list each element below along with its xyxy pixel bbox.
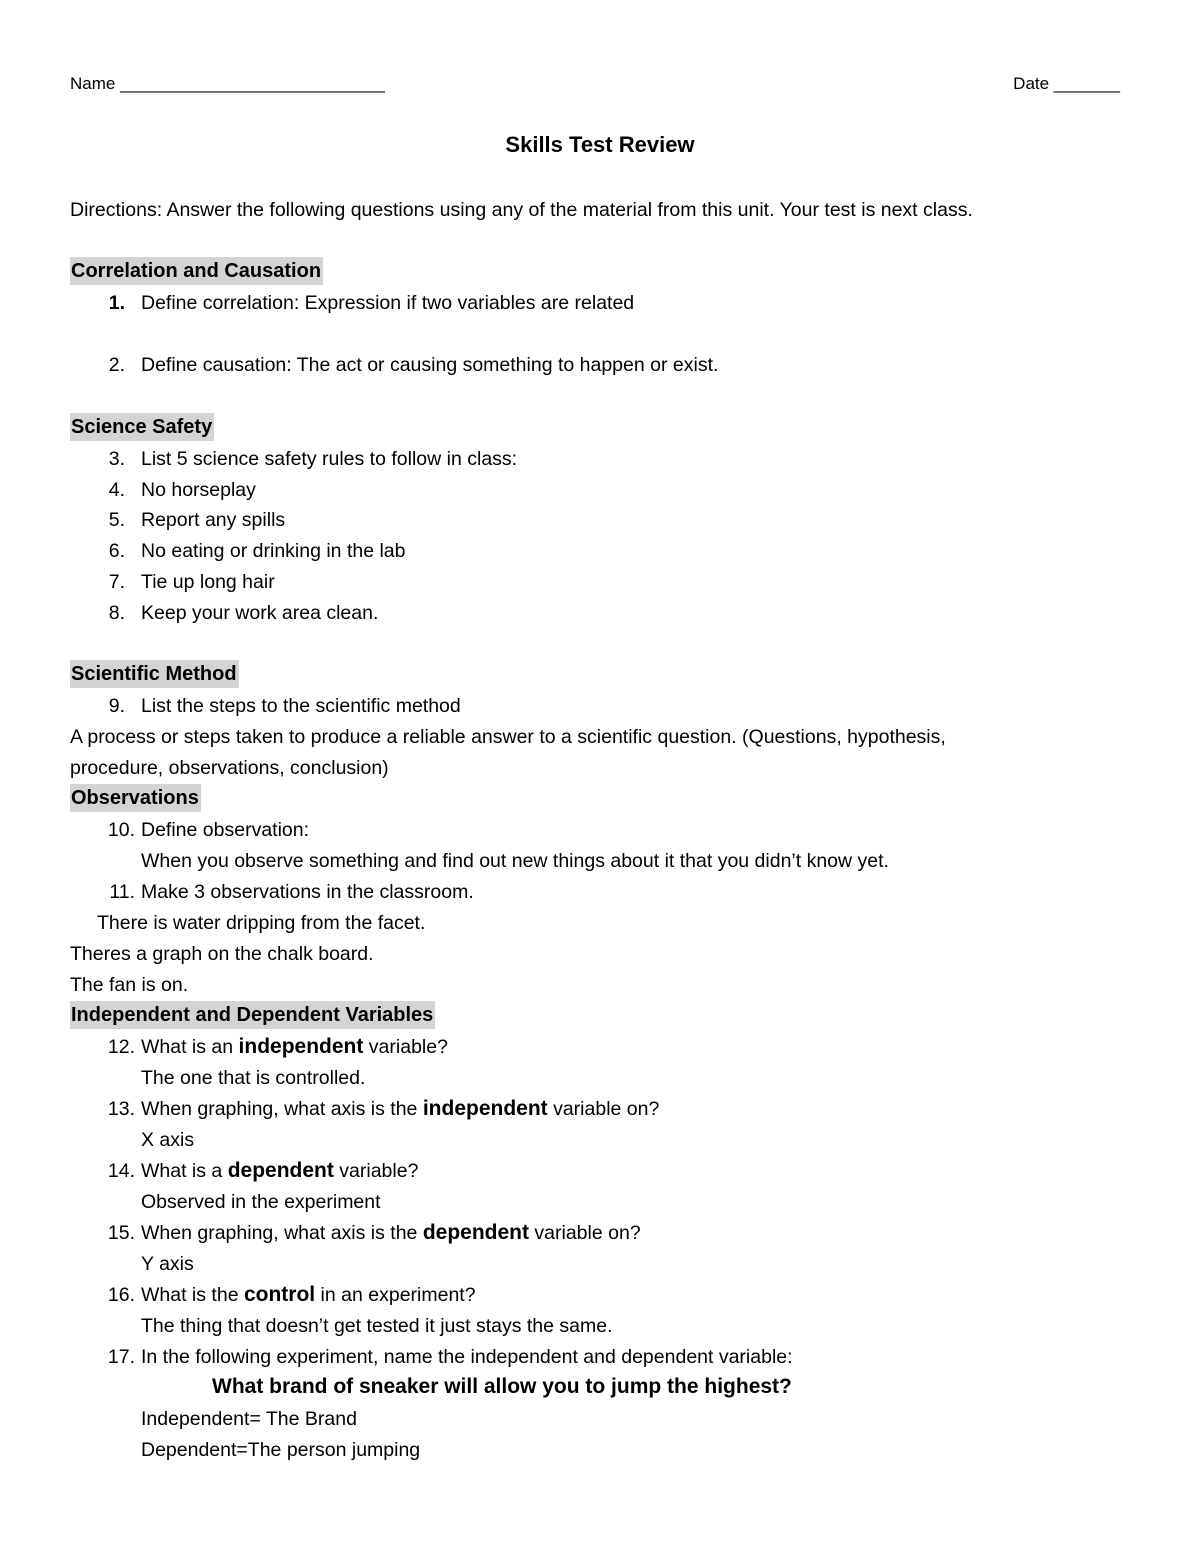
item-text: What is the control in an experiment?: [141, 1283, 476, 1306]
answer-text: Independent= The Brand: [141, 1408, 357, 1430]
item-text: Keep your work area clean.: [141, 602, 379, 624]
answer-text: Observed in the experiment: [141, 1191, 381, 1213]
item-text: What is a dependent variable?: [141, 1159, 419, 1182]
item-text: List 5 science safety rules to follow in class:: [141, 448, 518, 470]
item-number: 3.: [108, 448, 125, 470]
section-heading-safety: Science Safety: [70, 413, 214, 441]
item-text: Define causation: The act or causing something to happen or exist.: [141, 354, 719, 376]
item-number: 1.: [108, 292, 125, 314]
item-text: When graphing, what axis is the dependent variable on?: [141, 1221, 641, 1244]
section-heading-method: Scientific Method: [70, 660, 239, 688]
item-number: 14.: [107, 1160, 135, 1182]
item-number: 9.: [108, 695, 125, 717]
experiment-question: What brand of sneaker will allow you to jump the highest?: [212, 1375, 792, 1398]
item-number: 12.: [107, 1036, 135, 1058]
answer-text: A process or steps taken to produce a reliable answer to a scientific question. (Questions, hypothesis,: [70, 726, 946, 748]
answer-text: X axis: [141, 1129, 195, 1151]
answer-text: When you observe something and find out new things about it that you didn’t know yet.: [141, 850, 889, 872]
item-number: 8.: [108, 602, 125, 624]
item-number: 6.: [108, 540, 125, 562]
item-number: 15.: [107, 1222, 135, 1244]
section-heading-observations: Observations: [70, 784, 201, 812]
item-number: 5.: [108, 509, 125, 531]
item-number: 17.: [107, 1346, 135, 1368]
item-text: Define correlation: Expression if two variables are related: [141, 292, 635, 314]
item-number: 10.: [107, 819, 135, 841]
item-number: 11.: [109, 881, 135, 903]
directions: Directions: Answer the following questions using any of the material from this unit. Your test is next class.: [70, 199, 973, 221]
answer-text: The one that is controlled.: [141, 1067, 366, 1089]
section-heading-correlation: Correlation and Causation: [70, 257, 323, 285]
answer-text: The fan is on.: [70, 974, 189, 996]
item-text: Report any spills: [141, 509, 286, 531]
answer-text: procedure, observations, conclusion): [70, 757, 389, 779]
item-text: Tie up long hair: [141, 571, 275, 593]
section-heading-variables: Independent and Dependent Variables: [70, 1001, 435, 1029]
answer-text: There is water dripping from the facet.: [97, 912, 426, 934]
item-text: Define observation:: [141, 819, 310, 841]
item-text: In the following experiment, name the independent and dependent variable:: [141, 1346, 793, 1368]
item-text: List the steps to the scientific method: [141, 695, 461, 717]
item-number: 4.: [108, 479, 125, 501]
page-title: Skills Test Review: [505, 132, 695, 157]
item-text: No eating or drinking in the lab: [141, 540, 406, 562]
item-text: Make 3 observations in the classroom.: [141, 881, 474, 903]
date-field: Date _______: [1013, 74, 1120, 93]
item-number: 7.: [108, 571, 125, 593]
answer-text: Theres a graph on the chalk board.: [70, 943, 374, 965]
item-number: 16.: [107, 1284, 135, 1306]
answer-text: Y axis: [141, 1253, 194, 1275]
item-number: 2.: [108, 354, 125, 376]
item-text: No horseplay: [141, 479, 256, 501]
name-field: Name ____________________________: [70, 74, 385, 93]
item-text: When graphing, what axis is the independent variable on?: [141, 1097, 660, 1120]
item-text: What is an independent variable?: [141, 1035, 448, 1058]
answer-text: The thing that doesn’t get tested it just stays the same.: [141, 1315, 613, 1337]
answer-text: Dependent=The person jumping: [141, 1439, 421, 1461]
item-number: 13.: [107, 1098, 135, 1120]
